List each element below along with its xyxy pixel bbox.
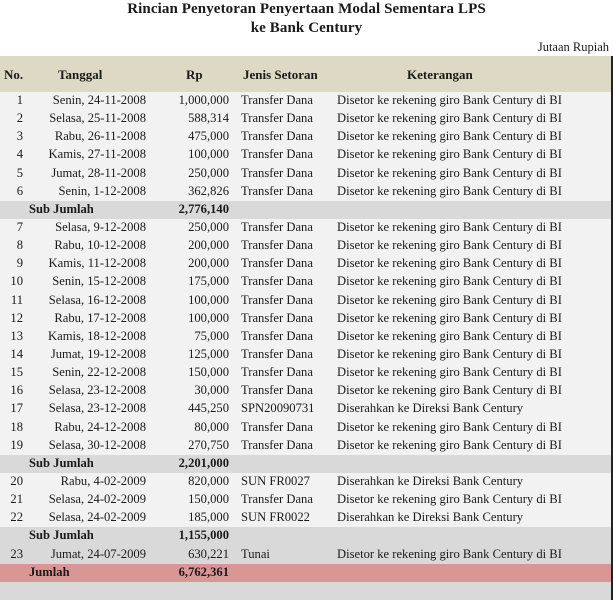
table-row	[0, 419, 611, 437]
cell-jenis-setoran: Transfer Dana	[241, 219, 313, 234]
cell-jenis-setoran: Transfer Dana	[241, 129, 313, 144]
cell-tanggal: Senin, 1-12-2008	[58, 183, 146, 198]
cell-jenis-setoran: Transfer Dana	[241, 292, 313, 307]
cell-rp: 1,000,000	[178, 93, 229, 107]
header-keterangan: Keterangan	[407, 67, 473, 82]
cell-keterangan: Disetor ke rekening giro Bank Century di BI	[337, 129, 562, 144]
cell-keterangan: Diserahkan ke Direksi Bank Century	[337, 401, 524, 416]
cell-jenis-setoran: Transfer Dana	[241, 147, 313, 162]
cell-keterangan: Disetor ke rekening giro Bank Century di BI	[337, 365, 562, 380]
cell-rp: 100,000	[188, 147, 229, 162]
cell-tanggal: Jumat, 28-11-2008	[51, 165, 146, 180]
header-no: No.	[4, 67, 24, 82]
subtotal-value: 1,155,000	[178, 528, 229, 543]
cell-keterangan: Disetor ke rekening giro Bank Century di BI	[337, 437, 562, 452]
table-row	[0, 146, 611, 164]
table-row	[0, 92, 611, 110]
cell-tanggal: Selasa, 23-12-2008	[48, 401, 146, 416]
cell-no: 20	[10, 473, 23, 488]
cell-rp: 80,000	[194, 419, 229, 434]
cell-no: 4	[16, 147, 23, 162]
cell-rp: 185,000	[188, 510, 229, 525]
cell-jenis-setoran: Transfer Dana	[241, 93, 313, 107]
table-row	[0, 273, 611, 291]
cell-no: 16	[10, 383, 23, 398]
cell-keterangan: Disetor ke rekening giro Bank Century di BI	[337, 238, 562, 253]
header-jenis-setoran: Jenis Setoran	[243, 67, 318, 82]
cell-rp: 250,000	[188, 219, 229, 234]
table-row	[0, 346, 611, 364]
table-row	[0, 110, 611, 128]
cell-keterangan: Disetor ke rekening giro Bank Century di BI	[337, 492, 562, 507]
subtotal-label: Sub Jumlah	[29, 201, 94, 216]
cell-no: 11	[10, 292, 23, 307]
cell-jenis-setoran: Transfer Dana	[241, 256, 313, 271]
cell-jenis-setoran: Transfer Dana	[241, 365, 313, 380]
cell-rp: 250,000	[188, 165, 229, 180]
table-row	[0, 183, 611, 201]
cell-tanggal: Rabu, 17-12-2008	[54, 310, 146, 325]
cell-keterangan: Disetor ke rekening giro Bank Century di BI	[337, 328, 562, 343]
total-row	[0, 564, 611, 582]
cell-no: 7	[16, 219, 23, 234]
subtotal-row	[0, 201, 611, 219]
cell-jenis-setoran: Transfer Dana	[241, 346, 313, 361]
table-header	[0, 56, 611, 92]
subtotal-row	[0, 455, 611, 473]
cell-no: 19	[10, 437, 23, 452]
cell-jenis-setoran: Transfer Dana	[241, 183, 313, 198]
table-row	[0, 473, 611, 491]
table-row	[0, 219, 611, 237]
cell-keterangan: Disetor ke rekening giro Bank Century di BI	[337, 147, 562, 162]
cell-no: 17	[10, 401, 23, 416]
deposit-table	[0, 56, 613, 600]
table-row	[0, 310, 611, 328]
subtotal-value: 2,201,000	[178, 455, 229, 470]
cell-no: 6	[16, 183, 23, 198]
cell-jenis-setoran: Transfer Dana	[241, 310, 313, 325]
cell-no: 15	[10, 365, 23, 380]
table-row	[0, 382, 611, 400]
cell-jenis-setoran: SUN FR0027	[241, 473, 310, 488]
cell-rp: 125,000	[188, 346, 229, 361]
table-row	[0, 292, 611, 310]
unit-label: Jutaan Rupiah	[537, 40, 609, 54]
cell-keterangan: Disetor ke rekening giro Bank Century di BI	[337, 310, 562, 325]
subtotal-label: Sub Jumlah	[29, 455, 94, 470]
cell-jenis-setoran: Transfer Dana	[241, 274, 313, 289]
header-rp: Rp	[186, 67, 203, 82]
cell-jenis-setoran: Transfer Dana	[241, 492, 313, 507]
cell-rp: 150,000	[188, 492, 229, 507]
cell-keterangan: Disetor ke rekening giro Bank Century di BI	[337, 346, 562, 361]
cell-keterangan: Disetor ke rekening giro Bank Century di BI	[337, 256, 562, 271]
cell-no: 5	[16, 165, 23, 180]
cell-rp: 100,000	[188, 292, 229, 307]
cell-rp: 362,826	[188, 183, 229, 198]
cell-keterangan: Diserahkan ke Direksi Bank Century	[337, 510, 524, 525]
cell-tanggal: Selasa, 24-02-2009	[48, 492, 146, 507]
cell-rp: 200,000	[188, 238, 229, 253]
cell-rp: 175,000	[188, 274, 229, 289]
table-row	[0, 364, 611, 382]
table-row	[0, 509, 611, 527]
cell-tanggal: Selasa, 24-02-2009	[48, 510, 146, 525]
cell-tanggal: Selasa, 9-12-2008	[55, 219, 146, 234]
table-row	[0, 165, 611, 183]
document-title-line2: ke Bank Century	[250, 20, 363, 36]
cell-no: 2	[16, 111, 23, 126]
table-row	[0, 237, 611, 255]
cell-keterangan: Diserahkan ke Direksi Bank Century	[337, 473, 524, 488]
cell-jenis-setoran: Transfer Dana	[241, 383, 313, 398]
cell-keterangan: Disetor ke rekening giro Bank Century di BI	[337, 93, 562, 107]
cell-tanggal: Rabu, 10-12-2008	[54, 238, 146, 253]
table-row	[0, 491, 611, 509]
cell-jenis-setoran: Transfer Dana	[241, 437, 313, 452]
cell-rp: 270,750	[188, 437, 229, 452]
cell-jenis-setoran: Transfer Dana	[241, 111, 313, 126]
cell-tanggal: Kamis, 18-12-2008	[48, 328, 146, 343]
cell-tanggal: Senin, 24-11-2008	[52, 93, 146, 107]
cell-no: 23	[10, 546, 23, 561]
table-footer-spacer	[0, 582, 611, 600]
table-row	[0, 328, 611, 346]
cell-tanggal: Rabu, 26-11-2008	[54, 129, 146, 144]
cell-keterangan: Disetor ke rekening giro Bank Century di BI	[337, 546, 562, 561]
cell-jenis-setoran: Transfer Dana	[241, 419, 313, 434]
cell-jenis-setoran: Transfer Dana	[241, 165, 313, 180]
cell-rp: 475,000	[188, 129, 229, 144]
cell-tanggal: Selasa, 16-12-2008	[48, 292, 146, 307]
cell-tanggal: Kamis, 27-11-2008	[48, 147, 146, 162]
cell-keterangan: Disetor ke rekening giro Bank Century di BI	[337, 419, 562, 434]
cell-tanggal: Selasa, 30-12-2008	[48, 437, 146, 452]
cell-keterangan: Disetor ke rekening giro Bank Century di BI	[337, 111, 562, 126]
cell-rp: 100,000	[188, 310, 229, 325]
cell-keterangan: Disetor ke rekening giro Bank Century di BI	[337, 383, 562, 398]
cell-no: 1	[16, 93, 23, 107]
cell-keterangan: Disetor ke rekening giro Bank Century di BI	[337, 183, 562, 198]
header-tanggal: Tanggal	[58, 67, 103, 82]
cell-tanggal: Selasa, 25-11-2008	[49, 111, 146, 126]
cell-tanggal: Senin, 15-12-2008	[52, 274, 146, 289]
cell-rp: 150,000	[188, 365, 229, 380]
table-row	[0, 437, 611, 455]
cell-keterangan: Disetor ke rekening giro Bank Century di BI	[337, 292, 562, 307]
cell-jenis-setoran: SUN FR0022	[241, 510, 310, 525]
cell-no: 10	[10, 274, 23, 289]
table-row	[0, 400, 611, 418]
table-row	[0, 546, 611, 564]
subtotal-value: 2,776,140	[178, 201, 229, 216]
table-body	[0, 92, 611, 600]
cell-tanggal: Selasa, 23-12-2008	[48, 383, 146, 398]
cell-rp: 75,000	[194, 328, 229, 343]
total-label: Jumlah	[29, 564, 70, 579]
cell-rp: 30,000	[194, 383, 229, 398]
cell-jenis-setoran: Transfer Dana	[241, 238, 313, 253]
subtotal-row	[0, 527, 611, 545]
cell-keterangan: Disetor ke rekening giro Bank Century di BI	[337, 274, 562, 289]
cell-rp: 588,314	[188, 111, 229, 126]
cell-no: 22	[10, 510, 23, 525]
cell-keterangan: Disetor ke rekening giro Bank Century di BI	[337, 165, 562, 180]
cell-no: 21	[10, 492, 23, 507]
cell-no: 3	[16, 129, 23, 144]
cell-rp: 200,000	[188, 256, 229, 271]
cell-no: 18	[10, 419, 23, 434]
cell-tanggal: Rabu, 4-02-2009	[60, 473, 146, 488]
cell-tanggal: Senin, 22-12-2008	[52, 365, 146, 380]
cell-jenis-setoran: SPN20090731	[241, 401, 315, 416]
cell-tanggal: Jumat, 24-07-2009	[50, 546, 146, 561]
cell-jenis-setoran: Tunai	[241, 546, 270, 561]
cell-no: 9	[16, 256, 23, 271]
total-value: 6,762,361	[178, 564, 229, 579]
cell-no: 13	[10, 328, 23, 343]
cell-tanggal: Rabu, 24-12-2008	[54, 419, 146, 434]
table-row	[0, 128, 611, 146]
cell-no: 12	[10, 310, 23, 325]
cell-rp: 630,221	[188, 546, 229, 561]
cell-rp: 445,250	[188, 401, 229, 416]
table-row	[0, 255, 611, 273]
cell-tanggal: Kamis, 11-12-2008	[48, 256, 146, 271]
cell-no: 8	[16, 238, 23, 253]
document-title-line1: Rincian Penyetoran Penyertaan Modal Sementara LPS	[127, 1, 486, 17]
cell-rp: 820,000	[188, 473, 229, 488]
cell-jenis-setoran: Transfer Dana	[241, 328, 313, 343]
subtotal-label: Sub Jumlah	[29, 528, 94, 543]
cell-no: 14	[10, 346, 23, 361]
cell-keterangan: Disetor ke rekening giro Bank Century di BI	[337, 219, 562, 234]
cell-tanggal: Jumat, 19-12-2008	[50, 346, 146, 361]
